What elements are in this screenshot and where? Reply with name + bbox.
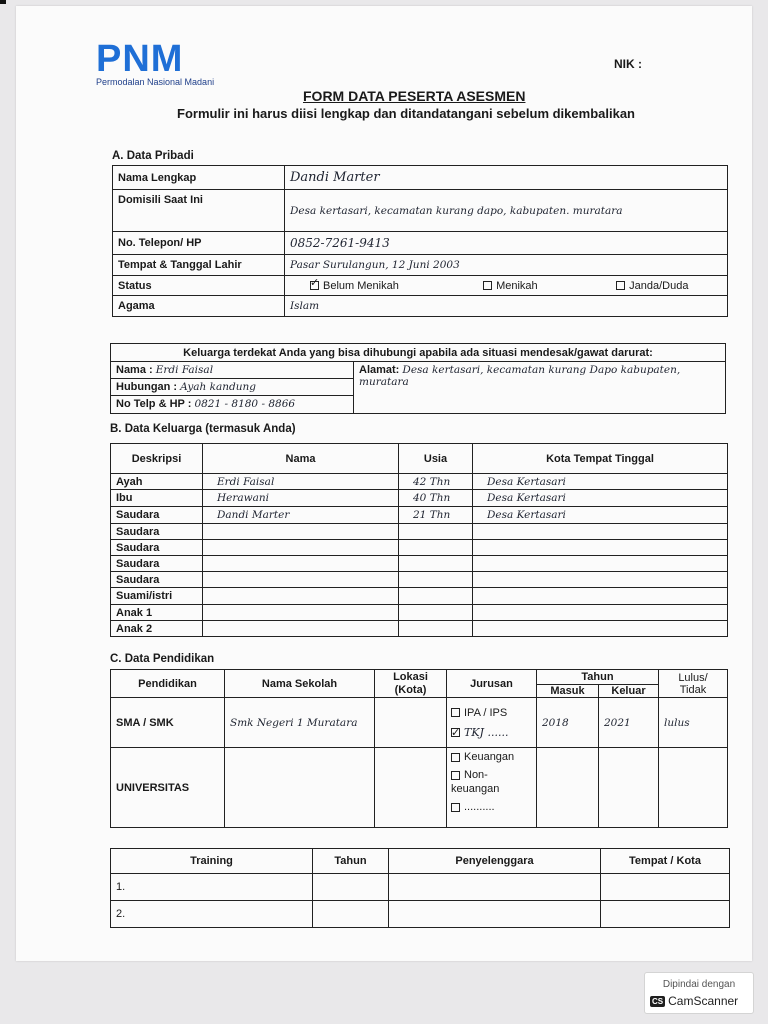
status-option-widowed[interactable]: Janda/Duda [616, 280, 688, 292]
label-birth: Tempat & Tanggal Lahir [113, 255, 285, 276]
family-desc: Saudara [111, 556, 203, 572]
jurusan-option-other[interactable]: ✓TKJ ...... [451, 723, 532, 743]
col-lokasi: Lokasi (Kota) [375, 670, 447, 698]
value-relation[interactable]: Ayah kandung [180, 381, 256, 393]
family-row [111, 540, 728, 556]
family-desc: Anak 2 [111, 621, 203, 637]
training-row-1[interactable]: 1. [111, 874, 313, 901]
value-emergency-phone[interactable]: 0821 - 8180 - 8866 [194, 398, 296, 410]
label-univ: UNIVERSITAS [111, 748, 225, 828]
value-sma-lulus[interactable]: lulus [659, 698, 728, 748]
family-age[interactable] [399, 605, 473, 621]
status-options [285, 276, 728, 296]
col-training-tahun: Tahun [313, 849, 389, 874]
label-address: Alamat: [359, 364, 400, 376]
col-tahun: Tahun [537, 670, 659, 685]
col-penyelenggara: Penyelenggara [389, 849, 601, 874]
value-univ-lulus[interactable] [659, 748, 728, 828]
family-name[interactable] [203, 572, 399, 588]
family-age[interactable] [399, 540, 473, 556]
family-name[interactable] [203, 621, 399, 637]
family-row [111, 588, 728, 605]
personal-data-table [112, 165, 728, 317]
family-age[interactable] [399, 621, 473, 637]
training-row-2-tempat[interactable] [601, 901, 730, 928]
value-full-name[interactable]: Dandi Marter [285, 166, 728, 190]
value-emergency-name[interactable]: Erdi Faisal [155, 364, 214, 376]
family-age[interactable]: 42 Thn [399, 474, 473, 490]
family-row [111, 605, 728, 621]
section-c-heading: C. Data Pendidikan [110, 653, 215, 665]
training-row-1-penyelenggara[interactable] [389, 874, 601, 901]
col-deskripsi: Deskripsi [111, 444, 203, 474]
value-sma-city[interactable] [375, 698, 447, 748]
family-city[interactable] [473, 572, 728, 588]
family-name[interactable] [203, 524, 399, 540]
form-title: FORM DATA PESERTA ASESMEN [303, 88, 526, 104]
checkbox-checked-icon [310, 281, 319, 290]
value-univ-masuk[interactable] [537, 748, 599, 828]
col-masuk: Masuk [537, 685, 599, 698]
section-a-heading: A. Data Pribadi [112, 150, 194, 162]
camscanner-watermark [644, 972, 754, 1014]
checkbox-icon [451, 803, 460, 812]
family-name[interactable] [203, 556, 399, 572]
label-emergency-phone: No Telp & HP : [116, 398, 192, 410]
family-table [110, 443, 728, 637]
checkbox-icon [483, 281, 492, 290]
family-age[interactable] [399, 588, 473, 605]
training-row-2-penyelenggara[interactable] [389, 901, 601, 928]
label-domicile: Domisili Saat Ini [113, 190, 285, 232]
label-relation: Hubungan : [116, 381, 178, 393]
col-nama: Nama [203, 444, 399, 474]
nik-label: NIK : [614, 57, 642, 71]
emergency-heading: Keluarga terdekat Anda yang bisa dihubungi apabila ada situasi mendesak/gawat darurat: [111, 344, 726, 362]
family-desc: Ibu [111, 490, 203, 507]
family-desc: Ayah [111, 474, 203, 490]
value-sma-school[interactable]: Smk Negeri 1 Muratara [225, 698, 375, 748]
emergency-contact-table [110, 343, 726, 414]
jurusan-option-non-keuangan[interactable]: Non-keuangan [451, 769, 500, 795]
jurusan-option-ipa[interactable]: IPA / IPS [451, 703, 532, 723]
status-option-married[interactable]: Menikah [483, 280, 613, 292]
family-row [111, 621, 728, 637]
family-city[interactable] [473, 621, 728, 637]
checkbox-icon [451, 771, 460, 780]
family-desc: Saudara [111, 540, 203, 556]
col-pendidikan: Pendidikan [111, 670, 225, 698]
education-table [110, 669, 728, 828]
checkbox-icon [616, 281, 625, 290]
value-phone[interactable]: 0852-7261-9413 [285, 232, 728, 255]
value-birth[interactable]: Pasar Surulangun, 12 Juni 2003 [285, 255, 728, 276]
col-jurusan: Jurusan [447, 670, 537, 698]
label-status: Status [113, 276, 285, 296]
family-desc: Suami/istri [111, 588, 203, 605]
col-sekolah: Nama Sekolah [225, 670, 375, 698]
training-row-1-tahun[interactable] [313, 874, 389, 901]
family-age[interactable]: 40 Thn [399, 490, 473, 507]
label-emergency-name: Nama : [116, 364, 153, 376]
family-row [111, 474, 728, 490]
family-desc: Anak 1 [111, 605, 203, 621]
value-univ-city[interactable] [375, 748, 447, 828]
camscanner-logo-icon: CS [652, 997, 664, 1007]
col-tempat: Tempat / Kota [601, 849, 730, 874]
family-age[interactable]: 21 Thn [399, 507, 473, 524]
form-subtitle: Formulir ini harus diisi lengkap dan ditandatangani sebelum dikembalikan [177, 106, 635, 121]
training-table [110, 848, 730, 928]
value-sma-masuk[interactable]: 2018 [537, 698, 599, 748]
label-sma: SMA / SMK [111, 698, 225, 748]
family-name[interactable] [203, 588, 399, 605]
family-desc: Saudara [111, 507, 203, 524]
value-religion[interactable]: Islam [285, 296, 728, 317]
value-domicile[interactable]: Desa kertasari, kecamatan kurang dapo, kabupaten. muratara [285, 190, 728, 232]
logo-subtitle: Permodalan Nasional Madani [96, 77, 215, 87]
family-name[interactable]: Dandi Marter [203, 507, 399, 524]
family-row [111, 524, 728, 540]
family-city[interactable] [473, 556, 728, 572]
section-b-heading: B. Data Keluarga (termasuk Anda) [110, 423, 296, 435]
camscanner-name: CamScanner [668, 994, 739, 1008]
col-kota: Kota Tempat Tinggal [473, 444, 728, 474]
col-usia: Usia [399, 444, 473, 474]
family-city[interactable] [473, 524, 728, 540]
family-city[interactable]: Desa Kertasari [473, 490, 728, 507]
family-city[interactable] [473, 588, 728, 605]
family-city[interactable]: Desa Kertasari [473, 474, 728, 490]
family-row [111, 556, 728, 572]
label-religion: Agama [113, 296, 285, 317]
family-city[interactable] [473, 605, 728, 621]
value-sma-keluar[interactable]: 2021 [599, 698, 659, 748]
logo-mark: PNM [96, 38, 184, 80]
label-full-name: Nama Lengkap [113, 166, 285, 190]
label-phone: No. Telepon/ HP [113, 232, 285, 255]
status-option-single[interactable]: ✓ Belum Menikah [310, 280, 480, 292]
pnm-logo [96, 38, 215, 87]
family-age[interactable] [399, 572, 473, 588]
family-desc: Saudara [111, 572, 203, 588]
value-univ-school[interactable] [225, 748, 375, 828]
family-age[interactable] [399, 524, 473, 540]
checkbox-icon [451, 753, 460, 762]
family-name[interactable] [203, 540, 399, 556]
family-city[interactable] [473, 540, 728, 556]
camscanner-top-text: Dipindai dengan [662, 979, 736, 990]
family-name[interactable] [203, 605, 399, 621]
family-name[interactable]: Herawani [203, 490, 399, 507]
family-row [111, 572, 728, 588]
value-univ-keluar[interactable] [599, 748, 659, 828]
family-row [111, 490, 728, 507]
value-address[interactable]: Desa kertasari, kecamatan kurang Dapo kabupaten, muratara [359, 364, 681, 388]
family-rows [111, 474, 728, 637]
scan-edge-mark [0, 0, 6, 4]
training-row-1-tempat[interactable] [601, 874, 730, 901]
family-name[interactable]: Erdi Faisal [203, 474, 399, 490]
family-desc: Saudara [111, 524, 203, 540]
training-row-2[interactable]: 2. [111, 901, 313, 928]
family-age[interactable] [399, 556, 473, 572]
jurusan-option-keuangan[interactable]: Keuangan [451, 750, 532, 764]
col-lulus: Lulus/ Tidak [659, 670, 728, 698]
checkbox-checked-icon [451, 728, 460, 737]
training-row-2-tahun[interactable] [313, 901, 389, 928]
family-city[interactable]: Desa Kertasari [473, 507, 728, 524]
jurusan-option-lainnya[interactable]: .......... [451, 800, 532, 814]
col-training: Training [111, 849, 313, 874]
family-row [111, 507, 728, 524]
checkbox-icon [451, 708, 460, 717]
col-keluar: Keluar [599, 685, 659, 698]
